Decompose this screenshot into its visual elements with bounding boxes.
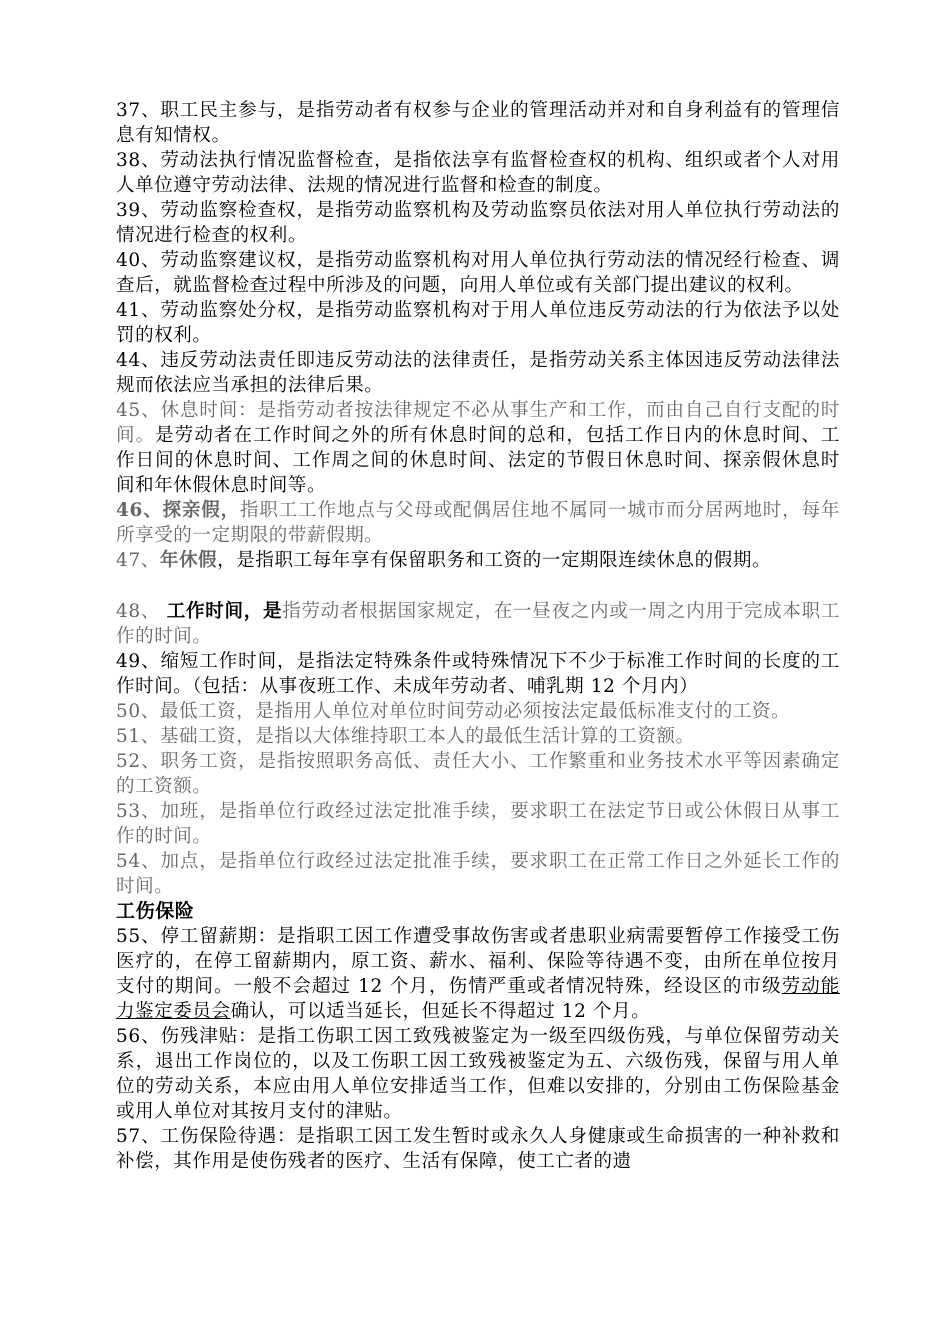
paragraph-45 [116, 398, 840, 498]
paragraph-56: 56、伤残津贴：是指工伤职工因工致残被鉴定为一级至四级伤残，与单位保留劳动关系，退出工作岗位的，以及工伤职工因工致残被鉴定为五、六级伤残，保留与用人单位的劳动关系，本应由用人单位安排适当工作，但难以安排的，分别由工伤保险基金或用人单位对其按月支付的津贴。 [116, 1026, 840, 1122]
paragraph-48 [116, 599, 840, 649]
paragraph-48-term: 工作时间，是 [166, 601, 283, 622]
paragraph-52: 52、职务工资，是指按照职务高低、责任大小、工作繁重和业务技术水平等因素确定的工资额。 [116, 751, 840, 797]
blank-line [116, 573, 840, 599]
paragraph-50: 50、最低工资，是指用人单位对单位时间劳动必须按法定最低标准支付的工资。 [116, 701, 791, 722]
section-heading: 工伤保险 [116, 900, 195, 922]
paragraph-45-definition: 45、休息时间：是指劳动者按法律规定不必从事生产和工作，而由自己自行支配的时间。 [116, 400, 840, 446]
paragraph-41: 41、劳动监察处分权，是指劳动监察机构对于用人单位违反劳动法的行为依法予以处罚的权利。 [116, 300, 840, 346]
paragraph-55-before: 55、停工留薪期：是指职工因工作遭受事故伤害或者患职业病需要暂停工作接受工伤医疗的，在停工留薪期内，原工资、薪水、福利、保险等待遇不变，由所在单位按月支付的期间。一般不会超过 12 个月，伤情严重或者情况特殊，经设区的市级 [116, 926, 840, 997]
paragraph-46-number: 46、 [116, 500, 163, 521]
paragraph-48-body: 指劳动者根据国家规定，在一昼夜之内或一周之内用于完成本职工作的时间。 [116, 601, 840, 647]
paragraph-37: 37、职工民主参与，是指劳动者有权参与企业的管理活动并对和自身利益有的管理信息有知情权。 [116, 100, 840, 146]
paragraph-46-term: 探亲假， [162, 500, 241, 521]
paragraph-57: 57、工伤保险待遇：是指职工因工发生暂时或永久人身健康或生命损害的一种补救和补偿，其作用是使伤残者的医疗、生活有保障，使工亡者的遗 [116, 1126, 840, 1172]
paragraph-47 [116, 548, 840, 573]
paragraph-53: 53、加班，是指单位行政经过法定批准手续，要求职工在法定节日或公休假日从事工作的时间。 [116, 801, 840, 847]
paragraph-47-body: ，是指职工每年享有保留职务和工资的一定期限连续休息的假期。 [217, 550, 772, 571]
paragraph-54: 54、加点，是指单位行政经过法定批准手续，要求职工在正常工作日之外延长工作的时间。 [116, 851, 840, 897]
paragraph-39: 39、劳动监察检查权，是指劳动监察机构及劳动监察员依法对用人单位执行劳动法的情况进行检查的权利。 [116, 200, 840, 246]
paragraph-51: 51、基础工资，是指以大体维持职工本人的最低生活计算的工资额。 [116, 726, 695, 747]
paragraph-47-term: 年休假 [159, 550, 218, 571]
paragraph-44: 44、违反劳动法责任即违反劳动法的法律责任，是指劳动关系主体因违反劳动法律法规而依法应当承担的法律后果。 [116, 350, 840, 396]
paragraph-55 [116, 924, 840, 1024]
paragraph-49: 49、缩短工作时间，是指法定特殊条件或特殊情况下不少于标准工作时间的长度的工作时间。（包括：从事夜班工作、未成年劳动者、哺乳期 12 个月内） [116, 651, 840, 697]
paragraph-38: 38、劳动法执行情况监督检查，是指依法享有监督检查权的机构、组织或者个人对用人单位遵守劳动法律、法规的情况进行监督和检查的制度。 [116, 150, 840, 196]
paragraph-55-after: 确认，可以适当延长，但延长不得超过 12 个月。 [230, 1001, 651, 1022]
paragraph-47-number: 47、 [116, 550, 160, 571]
paragraph-45-detail: 是劳动者在工作时间之外的所有休息时间的总和，包括工作日内的休息时间、工作日间的休息时间、工作周之间的休息时间、法定的节假日休息时间、探亲假休息时间和年休假休息时间等。 [116, 425, 840, 496]
paragraph-40: 40、劳动监察建议权，是指劳动监察机构对用人单位执行劳动法的情况经行检查、调查后，就监督检查过程中所涉及的问题，向用人单位或有关部门提出建议的权利。 [116, 250, 840, 296]
paragraph-48-number: 48、 [116, 601, 167, 622]
paragraph-55-link[interactable]: 劳动能力鉴定委员会 [116, 976, 840, 1022]
paragraph-46-body: 指职工工作地点与父母或配偶居住地不属同一城市而分居两地时，每年所享受的一定期限的带薪假期。 [116, 500, 840, 546]
document-page [116, 98, 840, 1174]
paragraph-46 [116, 498, 840, 548]
